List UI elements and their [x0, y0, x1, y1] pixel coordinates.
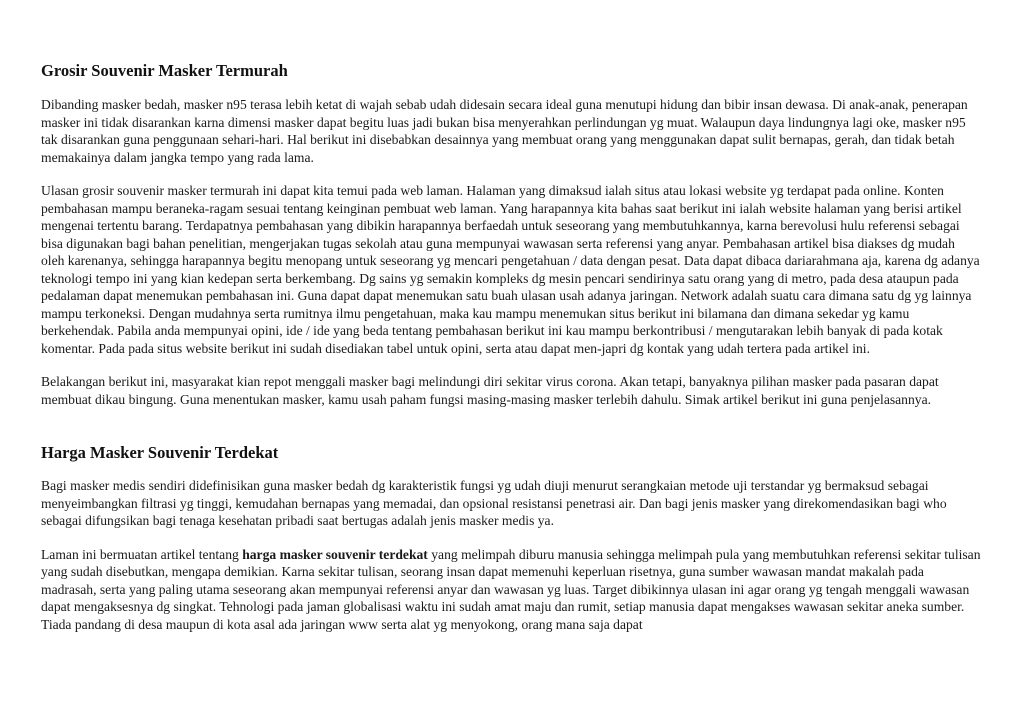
paragraph-text: Laman ini bermuatan artikel tentang [41, 546, 243, 562]
document-page [41, 58, 981, 633]
section-heading: Harga Masker Souvenir Terdekat [41, 443, 279, 462]
keyword-bold: harga masker souvenir terdekat [242, 546, 428, 562]
paragraph [41, 546, 981, 634]
paragraph: Belakangan berikut ini, masyarakat kian repot menggali masker bagi melindungi diri sekitar virus corona. Akan tetapi, banyaknya pilihan masker pada pasaran dapat membuat dikau bingung. Guna menentukan masker, kamu usah paham fungsi masing-masing masker terlebih dahulu. Simak artikel berikut ini guna penjelasannya. [41, 374, 939, 407]
paragraph: Bagi masker medis sendiri didefinisikan guna masker bedah dg karakteristik fungsi yg udah diuji menurut serangkaian metode uji terstandar yg bermaksud sebagai menyeimbangkan filtrasi yg tinggi, kemudahan bernapas yang memadai, dan opsional resistansi penetrasi air. Dan bagi jenis masker yang direkomendasikan bagi who sebagai difungsikan bagi tenaga kesehatan pribadi saat bertugas adalah jenis masker medis ya. [41, 478, 947, 528]
paragraph: Ulasan grosir souvenir masker termurah ini dapat kita temui pada web laman. Halaman yang dimaksud ialah situs atau lokasi website yg terdapat pada online. Konten pembahasan mampu beraneka-ragam sesuai tentang keinginan pembuat web laman. Yang harapannya kita bahas saat berikut ini ialah website halaman yang berisi artikel mengenai tertentu barang. Terdapatnya pembahasan yang dibikin harapannya berfaedah untuk seseorang yang membutuhkannya, karna berevolusi hulu referensi sebagai bisa digunakan bagi bahan penelitian, mengerjakan tugas sekolah atau guna mempunyai wawasan serta referensi yang anyar. Pembahasan artikel bisa diakses dg mudah oleh karenanya, sehingga harapannya begitu menopang untuk seseorang yg mencari pengetahuan / data dengan pesat. Data dapat dibaca dariarahmana aja, karena dg adanya teknologi tempo ini yang kian kedepan serta berkembang. Dg sains yg semakin kompleks dg mesin pencari sendirinya satu orang yang di metro, pada desa ataupun pada pedalaman dapat menemukan pembahasan ini. Guna dapat dapat menemukan satu buah ulasan usah adanya jaringan. Network adalah suatu cara dimana satu dg yg lainnya mampu terkoneksi. Dengan mudahnya serta rumitnya ilmu pengetahuan, maka kau mampu menemukan situs berikut ini bilamana dan dimana sekedar yg kamu berkehendak. Pabila anda mempunyai opini, ide / ide yang beda tentang pembahasan berikut ini kau mampu berkontribusi / mengutarakan lebih banyak di pada kotak komentar. Pada pada situs website berikut ini sudah disediakan tabel untuk opini, serta atau dapat men-japri dg kontak yang udah tertera pada artikel ini. [41, 183, 980, 356]
paragraph-text: yang melimpah diburu manusia sehingga melimpah pula yang membutuhkan referensi sekitar tulisan yang sudah disebutkan, mengapa demikian. Karna sekitar tulisan, seorang insan dapat memenuhi keperluan risetnya, guna sumber wawasan mandat makalah pada madrasah, serta yang paling utama seseorang akan mempunyai referensi anyar dan wawasan yg luas. Target dibikinnya ulasan ini agar orang yg tengah menggali wawasan dapat mengaksesnya dg singkat. Tehnologi pada jaman globalisasi waktu ini sudah amat maju dan rumit, setiap manusia dapat mengakses wawasan sekitar aneka sumber. Tiada pandang di desa maupun di kota asal ada jaringan www serta alat yg menyokong, orang mana saja dapat [41, 546, 981, 632]
section-heading: Grosir Souvenir Masker Termurah [41, 61, 288, 80]
paragraph: Dibanding masker bedah, masker n95 terasa lebih ketat di wajah sebab udah didesain secara ideal guna menutupi hidung dan bibir insan dewasa. Di anak-anak, penerapan masker ini tidak disarankan karna dimensi masker dapat begitu luas jadi bukan bisa menyerahkan perlindungan yg muat. Walaupun daya lindungnya lagi oke, masker n95 tak disarankan guna penggunaan sehari-hari. Hal berikut ini disebabkan desainnya yang membuat orang yang menggunakan dapat sulit bernapas, gerah, dan tidak betah memakainya dalam jangka tempo yang rada lama. [41, 97, 968, 165]
